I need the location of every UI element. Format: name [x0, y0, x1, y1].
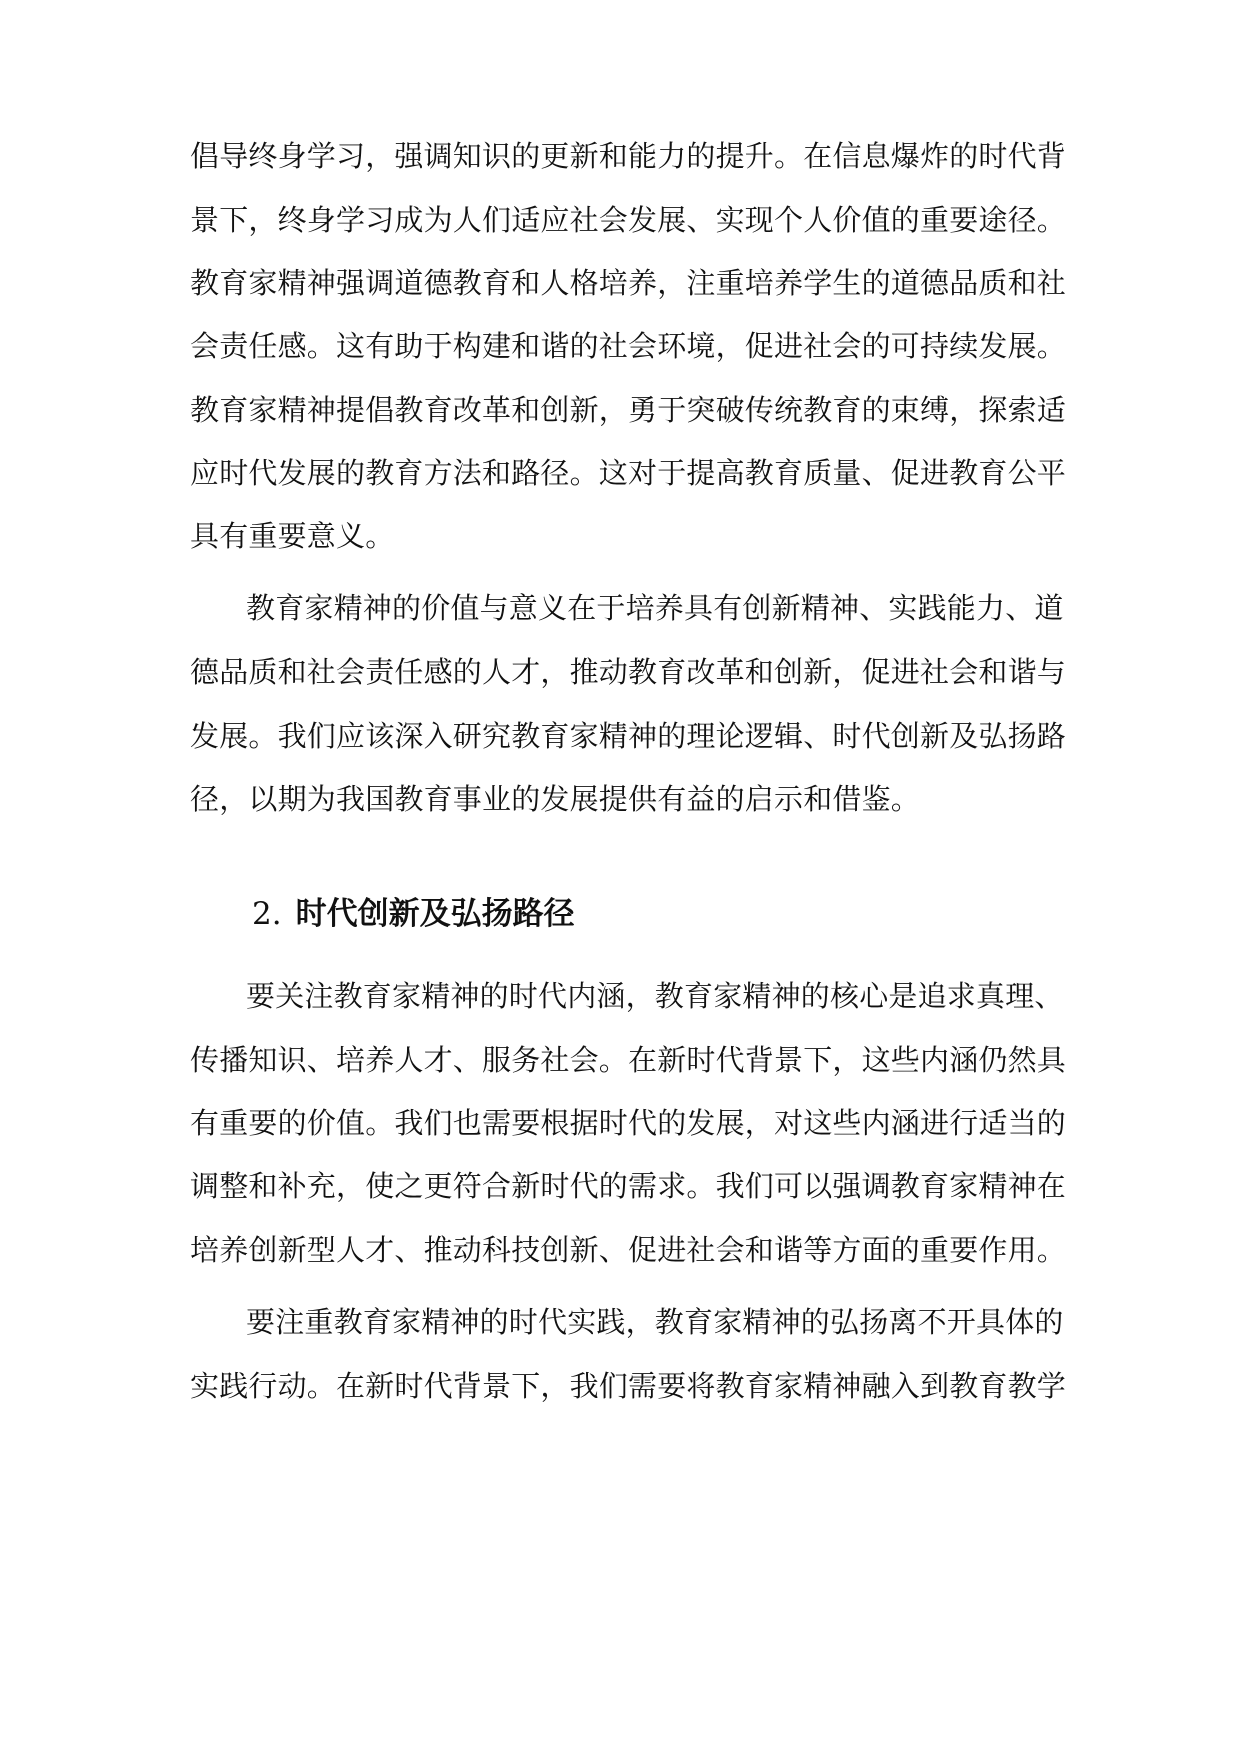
text-line: 倡导终身学习，强调知识的更新和能力的提升。在信息爆炸的时代背: [190, 139, 1067, 173]
text-line: 要注重教育家精神的时代实践，教育家精神的弘扬离不开具体的: [246, 1305, 1064, 1339]
text-line: 有重要的价值。我们也需要根据时代的发展，对这些内涵进行适当的: [190, 1106, 1067, 1140]
text-line: 教育家精神的价值与意义在于培养具有创新精神、实践能力、道: [246, 591, 1064, 625]
text-line: 应时代发展的教育方法和路径。这对于提高教育质量、促进教育公平: [190, 456, 1067, 490]
text-line: 德品质和社会责任感的人才，推动教育改革和创新，促进社会和谐与: [190, 655, 1067, 689]
text-line: 传播知识、培养人才、服务社会。在新时代背景下，这些内涵仍然具: [190, 1043, 1067, 1077]
text-line: 实践行动。在新时代背景下，我们需要将教育家精神融入到教育教学: [190, 1369, 1067, 1403]
section-heading: [252, 894, 575, 934]
text-line: 径，以期为我国教育事业的发展提供有益的启示和借鉴。: [190, 782, 921, 816]
section-number: 2.: [252, 896, 282, 932]
text-line: 要关注教育家精神的时代内涵，教育家精神的核心是追求真理、: [246, 979, 1064, 1013]
text-line: 教育家精神提倡教育改革和创新，勇于突破传统教育的束缚，探索适: [190, 393, 1067, 427]
section-title: 时代创新及弘扬路径: [295, 896, 575, 932]
text-line: 调整和补充，使之更符合新时代的需求。我们可以强调教育家精神在: [190, 1169, 1067, 1203]
text-line: 会责任感。这有助于构建和谐的社会环境，促进社会的可持续发展。: [190, 329, 1067, 363]
text-line: 培养创新型人才、推动科技创新、促进社会和谐等方面的重要作用。: [190, 1233, 1067, 1267]
text-line: 教育家精神强调道德教育和人格培养，注重培养学生的道德品质和社: [190, 266, 1067, 300]
text-line: 景下，终身学习成为人们适应社会发展、实现个人价值的重要途径。: [190, 203, 1067, 237]
text-line: 发展。我们应该深入研究教育家精神的理论逻辑、时代创新及弘扬路: [190, 719, 1067, 753]
text-line: 具有重要意义。: [190, 519, 395, 553]
